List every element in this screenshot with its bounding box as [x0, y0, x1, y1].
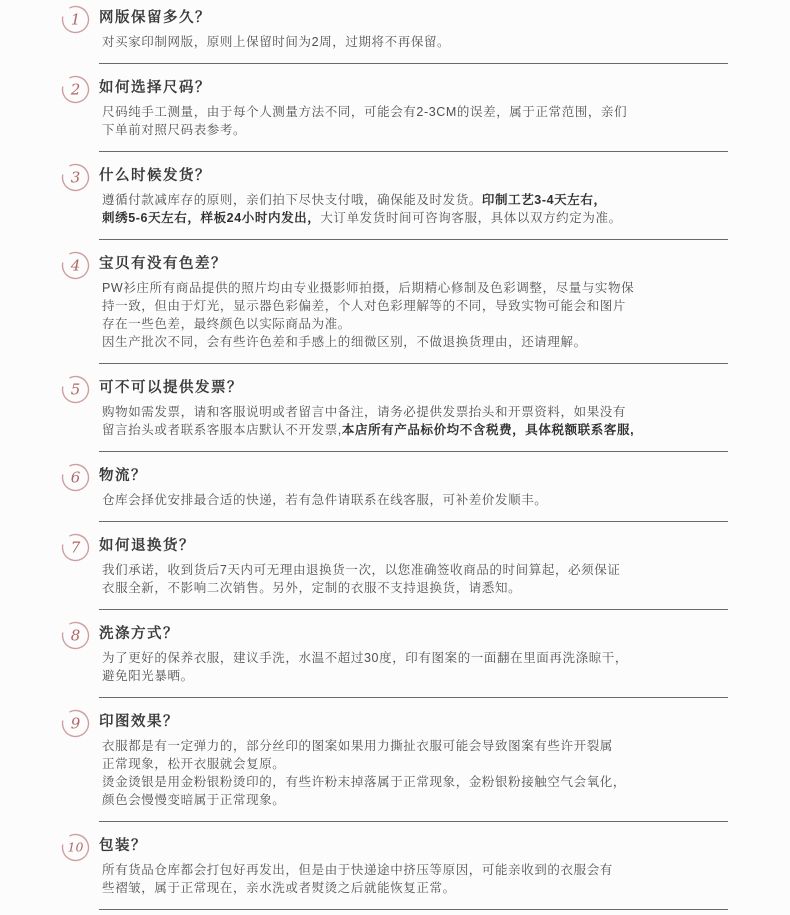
faq-question-title: 如何退换货？ [99, 538, 195, 554]
faq-item [60, 152, 728, 240]
item-number: 7 [70, 538, 81, 556]
answer-text: 遵循付款减库存的原则，亲们拍下尽快支付哦，确保能及时发货。 [102, 193, 482, 207]
faq-answer-line [102, 755, 728, 773]
number-badge [61, 621, 90, 650]
answer-text-bold: 印制工艺3-4天左右， [481, 193, 607, 207]
faq-answer-line [102, 737, 728, 755]
faq-answer [99, 737, 728, 809]
answer-text: 下单前对照尺码表参考。 [102, 123, 247, 137]
faq-item [60, 64, 728, 152]
item-number: 4 [70, 256, 81, 274]
faq-answer-line [102, 279, 728, 297]
faq-question-title: 印图效果？ [99, 714, 179, 730]
faq-question-title: 洗涤方式？ [99, 626, 179, 642]
faq-answer-line [102, 209, 728, 227]
answer-text: 避免阳光暴晒。 [102, 669, 194, 683]
faq-answer-line [102, 421, 728, 439]
faq-answer-line [102, 297, 728, 315]
faq-answer-line [102, 861, 728, 879]
answer-text: 大订单发货时间可咨询客服，具体以双方约定为准。 [320, 211, 622, 225]
answer-text: 因生产批次不同，会有些许色差和手感上的细微区别，不做退换货理由，还请理解。 [102, 335, 587, 349]
answer-text: 衣服都是有一定弹力的，部分丝印的图案如果用力撕扯衣服可能会导致图案有些许开裂属 [102, 739, 613, 753]
answer-text-bold: 刺绣5-6天左右，样板24小时内发出， [102, 211, 321, 225]
faq-question-title: 可不可以提供发票？ [99, 380, 243, 396]
faq-question-title: 什么时候发货？ [99, 168, 211, 184]
faq-answer [99, 191, 728, 227]
answer-text: 仓库会择优安排最合适的快递，若有急件请联系在线客服，可补差价发顺丰。 [102, 493, 548, 507]
faq-answer-line [102, 491, 728, 509]
number-badge [61, 163, 90, 192]
faq-answer-line [102, 667, 728, 685]
faq-item [60, 364, 728, 452]
faq-answer-line [102, 315, 728, 333]
faq-answer [99, 861, 728, 897]
faq-answer-line [102, 121, 728, 139]
faq-item [60, 240, 728, 364]
item-number: 2 [70, 80, 81, 98]
answer-text: 些褶皱，属于正常现在，亲水洗或者熨烫之后就能恢复正常。 [102, 881, 456, 895]
number-badge [61, 5, 90, 34]
answer-text: 颜色会慢慢变暗属于正常现象。 [102, 793, 286, 807]
faq-answer-line [102, 579, 728, 597]
answer-text: 持一致，但由于灯光，显示器色彩偏差，个人对色彩理解等的不同，导致实物可能会和图片 [102, 299, 627, 313]
faq-question-title: 如何选择尺码？ [99, 80, 211, 96]
number-badge [61, 75, 90, 104]
faq-answer-line [102, 561, 728, 579]
faq-question-title: 物流？ [99, 468, 147, 484]
item-number: 3 [70, 168, 81, 186]
number-badge [61, 251, 90, 280]
section-divider [99, 909, 728, 910]
answer-text: 衣服全新，不影响二次销售。另外，定制的衣服不支持退换货，请悉知。 [102, 581, 522, 595]
answer-text: 留言抬头或者联系客服本店默认不开发票, [102, 423, 342, 437]
faq-item [60, 522, 728, 610]
item-number: 9 [70, 714, 81, 732]
number-badge [61, 375, 90, 404]
faq-question-title: 宝贝有没有色差？ [99, 256, 227, 272]
faq-answer [99, 403, 728, 439]
faq-answer-line [102, 103, 728, 121]
faq-item [60, 610, 728, 698]
faq-answer-line [102, 333, 728, 351]
faq-answer-line [102, 33, 728, 51]
item-number: 6 [70, 468, 81, 486]
faq-answer-line [102, 879, 728, 897]
answer-text: 尺码纯手工测量，由于每个人测量方法不同，可能会有2-3CM的误差，属于正常范围，亲们 [102, 105, 628, 119]
faq-answer-line [102, 191, 728, 209]
faq-answer [99, 491, 728, 509]
faq-answer-line [102, 403, 728, 421]
number-badge [61, 533, 90, 562]
faq-answer [99, 103, 728, 139]
answer-text: 存在一些色差，最终颜色以实际商品为准。 [102, 317, 351, 331]
item-number: 5 [70, 380, 81, 398]
faq-answer-line [102, 649, 728, 667]
faq-answer [99, 33, 728, 51]
answer-text: PW衫庄所有商品提供的照片均由专业摄影师拍摄，后期精心修制及色彩调整，尽量与实物保 [102, 281, 635, 295]
answer-text: 对买家印制网版，原则上保留时间为2周，过期将不再保留。 [102, 35, 451, 49]
answer-text: 我们承诺，收到货后7天内可无理由退换货一次，以您准确签收商品的时间算起，必须保证 [102, 563, 621, 577]
faq-answer [99, 279, 728, 351]
number-badge [61, 833, 90, 862]
number-badge [61, 709, 90, 738]
faq-item [60, 452, 728, 522]
answer-text: 烫金烫银是用金粉银粉烫印的，有些许粉末掉落属于正常现象，金粉银粉接触空气会氧化， [102, 775, 627, 789]
faq-item [60, 698, 728, 822]
faq-item [60, 0, 728, 64]
item-number: 1 [70, 10, 81, 28]
number-badge [61, 463, 90, 492]
faq-question-title: 网版保留多久？ [99, 10, 211, 26]
faq-answer-line [102, 773, 728, 791]
answer-text: 正常现象，松开衣服就会复原。 [102, 757, 286, 771]
answer-text: 为了更好的保养衣服，建议手洗，水温不超过30度，印有图案的一面翻在里面再洗涤晾干， [102, 651, 629, 665]
item-number: 10 [67, 839, 84, 855]
faq-question-title: 包装？ [99, 838, 147, 854]
answer-text: 所有货品仓库都会打包好再发出，但是由于快递途中挤压等原因，可能亲收到的衣服会有 [102, 863, 613, 877]
answer-text-bold: 本店所有产品标价均不含税费，具体税额联系客服, [341, 423, 635, 437]
faq-item [60, 822, 728, 910]
answer-text: 购物如需发票，请和客服说明或者留言中备注，请务必提供发票抬头和开票资料，如果没有 [102, 405, 627, 419]
item-number: 8 [70, 626, 81, 644]
faq-answer [99, 561, 728, 597]
faq-answer-line [102, 791, 728, 809]
faq-answer [99, 649, 728, 685]
